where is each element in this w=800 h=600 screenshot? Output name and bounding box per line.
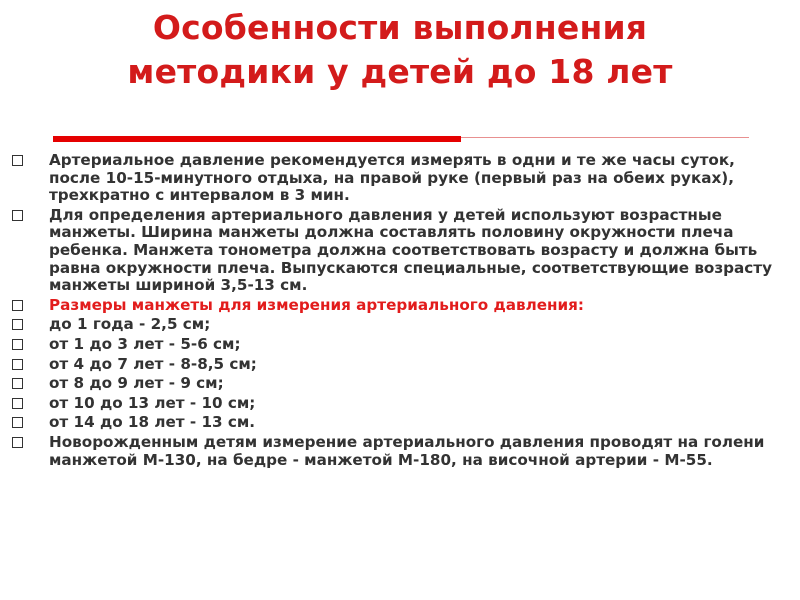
slide-title xyxy=(40,6,760,94)
list-item xyxy=(12,336,782,354)
list-item xyxy=(12,207,782,295)
hollow-square-icon xyxy=(12,398,23,409)
list-item xyxy=(12,152,782,205)
bullet-text: Для определения артериального давления у детей используют возрастные манжеты. Ширина манжеты должна составлять половину окружности плеча ребенка. Манжета тонометра должна соответствовать возрасту и должна быть равна окружности плеча. Выпускаются специальные, соответствующие возрасту манжеты шириной 3,5-13 см. xyxy=(49,205,773,295)
title-underline-thick xyxy=(53,136,461,142)
bullet-text: от 4 до 7 лет - 8-8,5 см; xyxy=(49,354,257,373)
bullet-list xyxy=(12,152,782,471)
hollow-square-icon xyxy=(12,437,23,448)
hollow-square-icon xyxy=(12,417,23,428)
list-item xyxy=(12,356,782,374)
bullet-text: Новорожденным детям измерение артериального давления проводят на голени манжетой М-130, на бедре - манжетой М-180, на височной артерии - М-55. xyxy=(49,432,765,469)
bullet-text: Артериальное давление рекомендуется измерять в одни и те же часы суток, после 10-15-минутного отдыха, на правой руке (первый раз на обеих руках), трехкратно с интервалом в 3 мин. xyxy=(49,151,735,205)
list-item xyxy=(12,395,782,413)
hollow-square-icon xyxy=(12,319,23,330)
slide-title-line-2: методики у детей до 18 лет xyxy=(127,52,673,91)
list-item-heading xyxy=(12,297,782,315)
list-item xyxy=(12,316,782,334)
list-item xyxy=(12,414,782,432)
hollow-square-icon xyxy=(12,300,23,311)
bullet-text: от 8 до 9 лет - 9 см; xyxy=(49,374,224,393)
hollow-square-icon xyxy=(12,359,23,370)
slide-title-line-1: Особенности выполнения xyxy=(152,8,648,47)
hollow-square-icon xyxy=(12,210,23,221)
bullet-text: до 1 года - 2,5 см; xyxy=(49,315,211,334)
hollow-square-icon xyxy=(12,378,23,389)
bullet-text: от 10 до 13 лет - 10 см; xyxy=(49,393,256,412)
bullet-text: Размеры манжеты для измерения артериального давления: xyxy=(49,295,584,314)
hollow-square-icon xyxy=(12,155,23,166)
list-item xyxy=(12,434,782,469)
list-item xyxy=(12,375,782,393)
bullet-text: от 14 до 18 лет - 13 см. xyxy=(49,413,256,432)
title-underline-thin xyxy=(461,137,749,138)
hollow-square-icon xyxy=(12,339,23,350)
bullet-text: от 1 до 3 лет - 5-6 см; xyxy=(49,334,241,353)
